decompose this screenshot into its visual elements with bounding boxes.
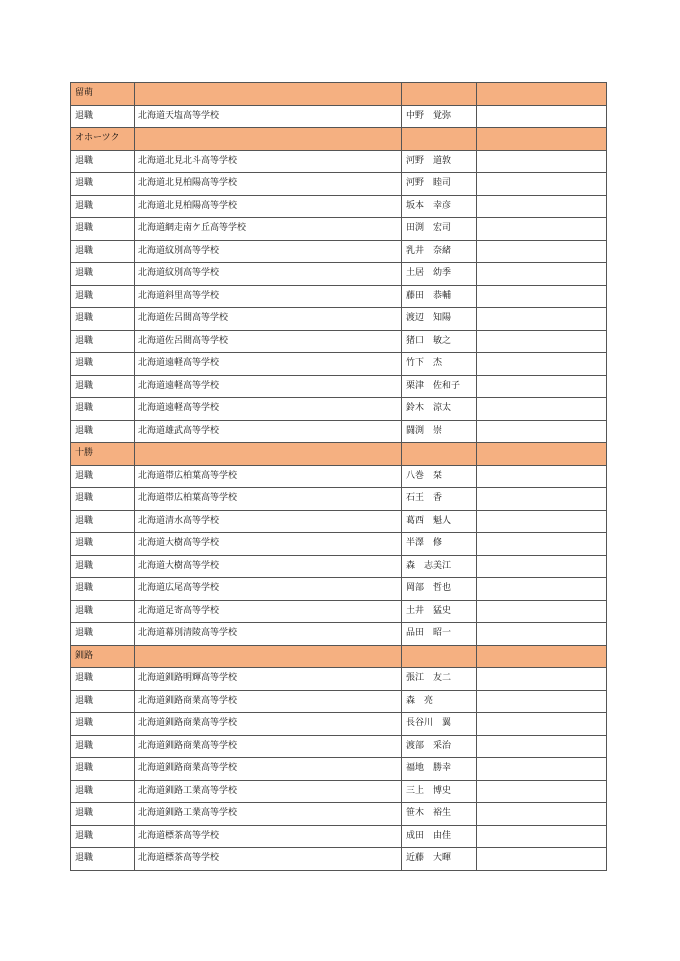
region-header-row xyxy=(71,83,607,106)
table-row xyxy=(71,285,607,308)
school-cell: 北海道佐呂間高等学校 xyxy=(135,308,402,331)
table-row xyxy=(71,578,607,601)
name-cell: 猪口 敏之 xyxy=(402,330,477,353)
status-cell: 退職 xyxy=(71,510,135,533)
status-cell: 退職 xyxy=(71,780,135,803)
table-row xyxy=(71,510,607,533)
name-cell: 福地 勝幸 xyxy=(402,758,477,781)
region-empty-cell xyxy=(477,128,607,151)
table-row xyxy=(71,195,607,218)
status-cell: 退職 xyxy=(71,465,135,488)
empty-cell xyxy=(477,375,607,398)
region-header-row xyxy=(71,443,607,466)
school-cell: 北海道遠軽高等学校 xyxy=(135,375,402,398)
school-cell: 北海道北見北斗高等学校 xyxy=(135,150,402,173)
empty-cell xyxy=(477,465,607,488)
table-row xyxy=(71,555,607,578)
empty-cell xyxy=(477,195,607,218)
status-cell: 退職 xyxy=(71,285,135,308)
status-cell: 退職 xyxy=(71,420,135,443)
name-cell: 鈴木 涼太 xyxy=(402,398,477,421)
region-label: 十勝 xyxy=(71,443,135,466)
table-row xyxy=(71,780,607,803)
status-cell: 退職 xyxy=(71,240,135,263)
name-cell: 栗津 佐和子 xyxy=(402,375,477,398)
table-row xyxy=(71,420,607,443)
table-row xyxy=(71,848,607,871)
name-cell: 闘渕 崇 xyxy=(402,420,477,443)
status-cell: 退職 xyxy=(71,488,135,511)
name-cell: 三上 博史 xyxy=(402,780,477,803)
region-empty-cell xyxy=(135,83,402,106)
status-cell: 退職 xyxy=(71,195,135,218)
name-cell: 中野 覚弥 xyxy=(402,105,477,128)
name-cell: 石王 香 xyxy=(402,488,477,511)
empty-cell xyxy=(477,150,607,173)
empty-cell xyxy=(477,713,607,736)
table-row xyxy=(71,735,607,758)
school-cell: 北海道佐呂間高等学校 xyxy=(135,330,402,353)
region-empty-cell xyxy=(402,83,477,106)
table-row xyxy=(71,353,607,376)
empty-cell xyxy=(477,758,607,781)
status-cell: 退職 xyxy=(71,105,135,128)
name-cell: 渡辺 知陽 xyxy=(402,308,477,331)
region-label: 留萌 xyxy=(71,83,135,106)
school-cell: 北海道釧路商業高等学校 xyxy=(135,735,402,758)
region-empty-cell xyxy=(477,443,607,466)
school-cell: 北海道足寄高等学校 xyxy=(135,600,402,623)
region-header-row xyxy=(71,645,607,668)
name-cell: 半澤 修 xyxy=(402,533,477,556)
status-cell: 退職 xyxy=(71,308,135,331)
empty-cell xyxy=(477,735,607,758)
table-row xyxy=(71,600,607,623)
empty-cell xyxy=(477,690,607,713)
status-cell: 退職 xyxy=(71,713,135,736)
empty-cell xyxy=(477,263,607,286)
status-cell: 退職 xyxy=(71,375,135,398)
status-cell: 退職 xyxy=(71,263,135,286)
school-cell: 北海道広尾高等学校 xyxy=(135,578,402,601)
table-row xyxy=(71,713,607,736)
table-row xyxy=(71,105,607,128)
empty-cell xyxy=(477,285,607,308)
status-cell: 退職 xyxy=(71,758,135,781)
region-empty-cell xyxy=(135,443,402,466)
table-row xyxy=(71,488,607,511)
school-cell: 北海道雄武高等学校 xyxy=(135,420,402,443)
table-row xyxy=(71,150,607,173)
school-cell: 北海道釧路商業高等学校 xyxy=(135,713,402,736)
empty-cell xyxy=(477,218,607,241)
school-cell: 北海道清水高等学校 xyxy=(135,510,402,533)
school-cell: 北海道釧路商業高等学校 xyxy=(135,690,402,713)
status-cell: 退職 xyxy=(71,330,135,353)
status-cell: 退職 xyxy=(71,533,135,556)
region-empty-cell xyxy=(477,83,607,106)
region-empty-cell xyxy=(402,645,477,668)
status-cell: 退職 xyxy=(71,150,135,173)
name-cell: 田渕 宏司 xyxy=(402,218,477,241)
empty-cell xyxy=(477,420,607,443)
table-row xyxy=(71,308,607,331)
school-cell: 北海道大樹高等学校 xyxy=(135,555,402,578)
name-cell: 竹下 杰 xyxy=(402,353,477,376)
empty-cell xyxy=(477,398,607,421)
school-cell: 北海道釧路明輝高等学校 xyxy=(135,668,402,691)
name-cell: 葛西 魁人 xyxy=(402,510,477,533)
name-cell: 乳井 奈緒 xyxy=(402,240,477,263)
empty-cell xyxy=(477,623,607,646)
region-label: 釧路 xyxy=(71,645,135,668)
status-cell: 退職 xyxy=(71,398,135,421)
status-cell: 退職 xyxy=(71,173,135,196)
name-cell: 近藤 大暉 xyxy=(402,848,477,871)
school-cell: 北海道網走南ケ丘高等学校 xyxy=(135,218,402,241)
name-cell: 坂本 幸彦 xyxy=(402,195,477,218)
school-cell: 北海道帯広柏葉高等学校 xyxy=(135,465,402,488)
status-cell: 退職 xyxy=(71,578,135,601)
name-cell: 長谷川 翼 xyxy=(402,713,477,736)
table-row xyxy=(71,330,607,353)
school-cell: 北海道標茶高等学校 xyxy=(135,825,402,848)
table-row xyxy=(71,398,607,421)
empty-cell xyxy=(477,488,607,511)
name-cell: 河野 睦司 xyxy=(402,173,477,196)
table-row xyxy=(71,623,607,646)
school-cell: 北海道北見柏陽高等学校 xyxy=(135,173,402,196)
name-cell: 土井 猛史 xyxy=(402,600,477,623)
table-row xyxy=(71,668,607,691)
personnel-table xyxy=(70,82,607,871)
status-cell: 退職 xyxy=(71,353,135,376)
table-row xyxy=(71,240,607,263)
region-empty-cell xyxy=(477,645,607,668)
empty-cell xyxy=(477,578,607,601)
school-cell: 北海道斜里高等学校 xyxy=(135,285,402,308)
school-cell: 北海道釧路工業高等学校 xyxy=(135,780,402,803)
table-row xyxy=(71,803,607,826)
name-cell: 張江 友二 xyxy=(402,668,477,691)
empty-cell xyxy=(477,668,607,691)
table-row xyxy=(71,263,607,286)
name-cell: 八巻 栞 xyxy=(402,465,477,488)
name-cell: 藤田 恭輔 xyxy=(402,285,477,308)
region-label: オホーツク xyxy=(71,128,135,151)
table-row xyxy=(71,533,607,556)
empty-cell xyxy=(477,330,607,353)
table-row xyxy=(71,375,607,398)
empty-cell xyxy=(477,240,607,263)
name-cell: 成田 由佳 xyxy=(402,825,477,848)
empty-cell xyxy=(477,600,607,623)
school-cell: 北海道大樹高等学校 xyxy=(135,533,402,556)
empty-cell xyxy=(477,353,607,376)
school-cell: 北海道標茶高等学校 xyxy=(135,848,402,871)
empty-cell xyxy=(477,308,607,331)
status-cell: 退職 xyxy=(71,825,135,848)
name-cell: 品田 昭一 xyxy=(402,623,477,646)
name-cell: 土居 幼季 xyxy=(402,263,477,286)
empty-cell xyxy=(477,533,607,556)
school-cell: 北海道紋別高等学校 xyxy=(135,263,402,286)
school-cell: 北海道遠軽高等学校 xyxy=(135,353,402,376)
status-cell: 退職 xyxy=(71,803,135,826)
status-cell: 退職 xyxy=(71,690,135,713)
name-cell: 渡部 采治 xyxy=(402,735,477,758)
school-cell: 北海道天塩高等学校 xyxy=(135,105,402,128)
table-row xyxy=(71,825,607,848)
table-row xyxy=(71,758,607,781)
status-cell: 退職 xyxy=(71,600,135,623)
status-cell: 退職 xyxy=(71,735,135,758)
school-cell: 北海道幕別清陵高等学校 xyxy=(135,623,402,646)
empty-cell xyxy=(477,173,607,196)
empty-cell xyxy=(477,510,607,533)
table-row xyxy=(71,218,607,241)
name-cell: 森 亮 xyxy=(402,690,477,713)
region-empty-cell xyxy=(135,645,402,668)
name-cell: 森 志美江 xyxy=(402,555,477,578)
school-cell: 北海道紋別高等学校 xyxy=(135,240,402,263)
empty-cell xyxy=(477,780,607,803)
empty-cell xyxy=(477,848,607,871)
table-row xyxy=(71,173,607,196)
personnel-table-body xyxy=(71,83,607,871)
region-empty-cell xyxy=(402,128,477,151)
status-cell: 退職 xyxy=(71,848,135,871)
table-row xyxy=(71,690,607,713)
status-cell: 退職 xyxy=(71,623,135,646)
region-empty-cell xyxy=(135,128,402,151)
status-cell: 退職 xyxy=(71,555,135,578)
region-empty-cell xyxy=(402,443,477,466)
school-cell: 北海道北見柏陽高等学校 xyxy=(135,195,402,218)
name-cell: 笹木 裕生 xyxy=(402,803,477,826)
table-row xyxy=(71,465,607,488)
empty-cell xyxy=(477,105,607,128)
school-cell: 北海道釧路商業高等学校 xyxy=(135,758,402,781)
status-cell: 退職 xyxy=(71,218,135,241)
empty-cell xyxy=(477,803,607,826)
name-cell: 河野 道敦 xyxy=(402,150,477,173)
region-header-row xyxy=(71,128,607,151)
school-cell: 北海道釧路工業高等学校 xyxy=(135,803,402,826)
empty-cell xyxy=(477,825,607,848)
empty-cell xyxy=(477,555,607,578)
school-cell: 北海道帯広柏葉高等学校 xyxy=(135,488,402,511)
status-cell: 退職 xyxy=(71,668,135,691)
name-cell: 岡部 哲也 xyxy=(402,578,477,601)
school-cell: 北海道遠軽高等学校 xyxy=(135,398,402,421)
